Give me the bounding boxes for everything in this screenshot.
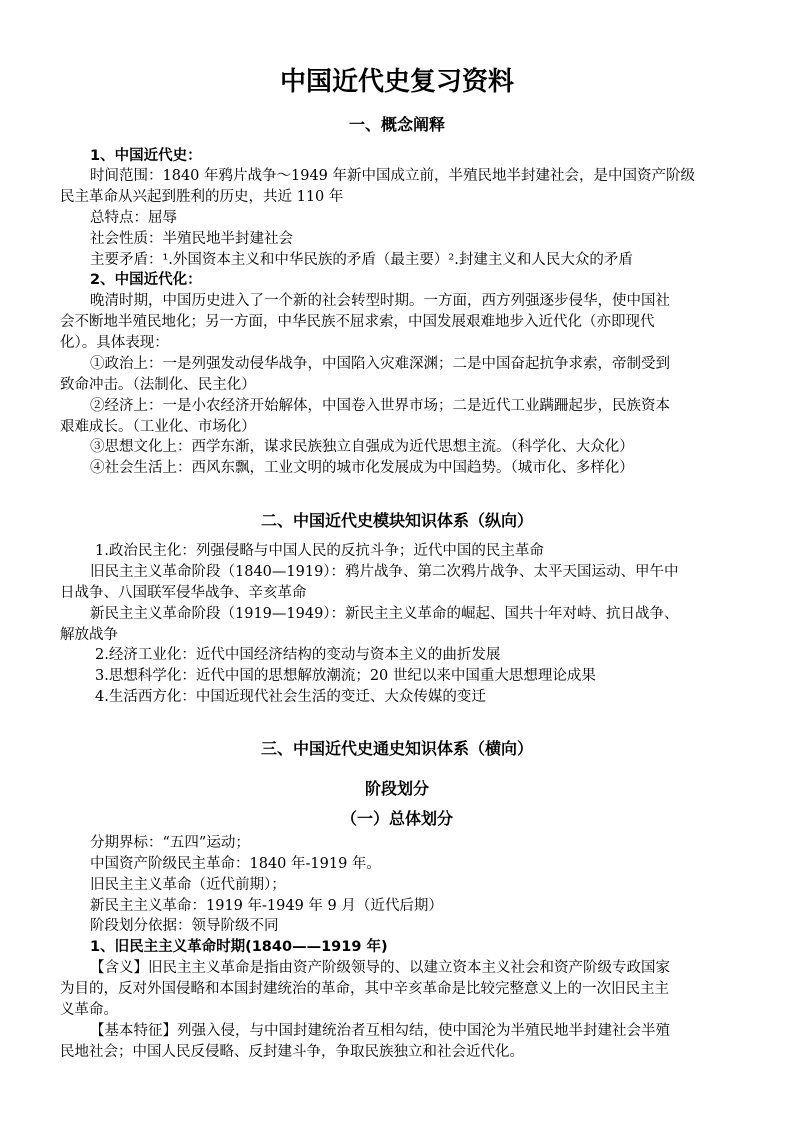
economy-industrialization: 2.经济工业化：近代中国经济结构的变动与资本主义的曲折发展: [95, 647, 501, 663]
economy-line2: 艰难成长。（工业化、市场化）: [60, 419, 256, 435]
old-democratic-period-title: 1、旧民主主义革命时期(1840——1919 年): [90, 939, 388, 955]
item1-title: 1、中国近代史：: [90, 148, 202, 164]
period-marker: 分期界标：“五四”运动；: [90, 835, 250, 851]
old-democratic-line1: 旧民主主义革命阶段（1840—1919）：鸦片战争、第二次鸦片战争、太平天国运动、甲午中: [90, 564, 679, 580]
stage-division-heading: 阶段划分: [364, 779, 429, 798]
social-nature: 社会性质：半殖民地半封建社会: [90, 231, 293, 247]
meaning-line3: 义革命。: [60, 1002, 118, 1018]
new-democratic-line2: 解放战争: [60, 627, 118, 643]
document-title: 中国近代史复习资料: [279, 67, 514, 97]
main-conflict: 主要矛盾：¹.外国资本主义和中华民族的矛盾（最主要）².封建主义和人民大众的矛盾: [90, 252, 633, 268]
thought-scientization: 3.思想科学化：近代中国的思想解放潮流；20 世纪以来中国重大思想理论成果: [95, 668, 596, 684]
overall-division-heading: （一）总体划分: [340, 809, 453, 828]
economy-line1: ②经济上：一是小农经济开始解体，中国卷入世界市场；二是近代工业蹒跚起步，民族资本: [90, 398, 670, 414]
politics-line2: 致命冲击。（法制化、民主化）: [60, 377, 256, 393]
section2-heading: 二、中国近代史模块知识体系（纵向）: [260, 511, 533, 530]
politics-democratization: 1.政治民主化：列强侵略与中国人民的反抗斗争；近代中国的民主革命: [95, 543, 544, 559]
para1-line2: 会不断地半殖民地化；另一方面，中华民族不屈求索，中国发展艰难地步入近代化（亦即现代: [60, 314, 655, 330]
para1-line3: 化）。具体表现：: [60, 335, 169, 351]
general-feature: 总特点：屈辱: [90, 210, 177, 226]
new-democratic-revolution: 新民主主义革命：1919 年-1949 年 9 月（近代后期）: [90, 898, 443, 914]
feature-line2: 民地社会；中国人民反侵略、反封建斗争，争取民族独立和社会近代化。: [60, 1044, 524, 1060]
meaning-line1: 【含义】旧民主主义革命是指由资产阶级领导的、以建立资本主义社会和资产阶级专政国家: [90, 960, 670, 976]
time-range-line2: 民主革命从兴起到胜利的历史，共近 110 年: [60, 189, 344, 205]
society-line: ④社会生活上：西风东飘，工业文明的城市化发展成为中国趋势。（城市化、多样化）: [90, 460, 634, 476]
para1-line1: 晚清时期，中国历史进入了一个新的社会转型时期。一方面，西方列强逐步侵华，使中国社: [90, 293, 670, 309]
section3-heading: 三、中国近代史通史知识体系（横向）: [260, 739, 533, 758]
time-range-line1: 时间范围：1840 年鸦片战争～1949 年新中国成立前，半殖民地半封建社会，是中国资产阶级: [90, 168, 696, 184]
meaning-line2: 为目的，反对外国侵略和本国封建统治的革命，其中辛亥革命是比较完整意义上的一次旧民主主: [60, 981, 669, 997]
feature-line1: 【基本特征】列强入侵，与中国封建统治者互相勾结，使中国沦为半殖民地半封建社会半殖: [90, 1023, 670, 1039]
old-democratic-line2: 日战争、八国联军侵华战争、辛亥革命: [60, 585, 307, 601]
new-democratic-line1: 新民主主义革命阶段（1919—1949）：新民主主义革命的崛起、国共十年对峙、抗日战争、: [90, 606, 679, 622]
bourgeois-revolution: 中国资产阶级民主革命：1840 年-1919 年。: [90, 856, 381, 872]
division-basis: 阶段划分依据：领导阶级不同: [90, 918, 279, 934]
section1-heading: 一、概念阐释: [348, 115, 445, 134]
politics-line1: ①政治上：一是列强发动侵华战争，中国陷入灾难深渊；二是中国奋起抗争求索，帝制受到: [90, 356, 670, 372]
thought-line: ③思想文化上：西学东渐，谋求民族独立自强成为近代思想主流。（科学化、大众化）: [90, 439, 634, 455]
old-democratic-revolution: 旧民主主义革命（近代前期）；: [90, 877, 286, 893]
item2-title: 2、中国近代化：: [90, 272, 202, 288]
life-westernization: 4.生活西方化：中国近现代社会生活的变迁、大众传媒的变迁: [95, 689, 486, 705]
